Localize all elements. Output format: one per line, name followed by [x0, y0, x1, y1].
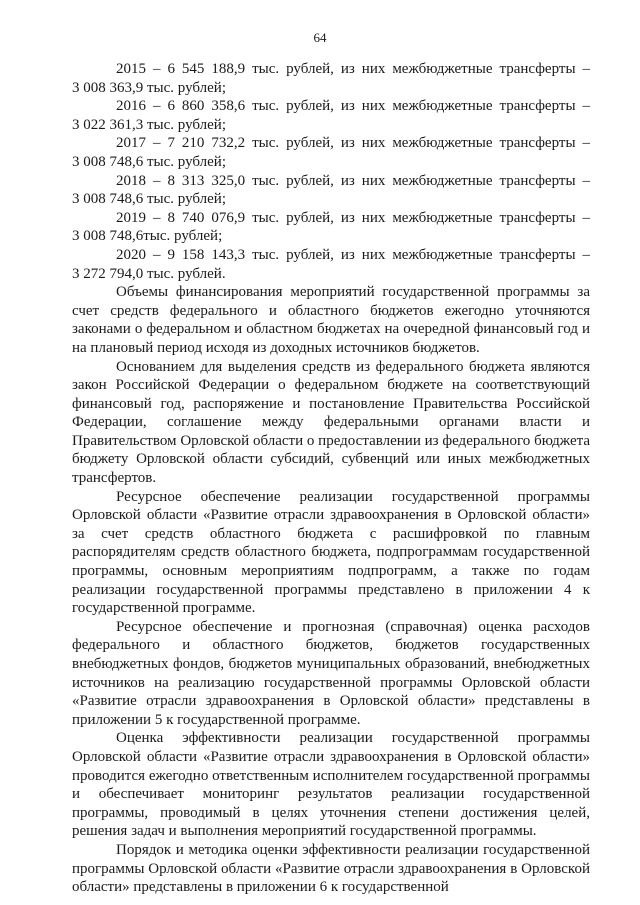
document-body [72, 60, 590, 897]
financing-amount-line: 3 008 748,6тыс. рублей; [72, 228, 223, 245]
financing-entry-2015 [72, 60, 590, 97]
financing-entry-2017 [72, 134, 590, 171]
financing-year-line: 2015 – 6 545 188,9 тыс. рублей, из них межбюджетные трансферты – [116, 61, 590, 77]
financing-year-line: 2016 – 6 860 358,6 тыс. рублей, из них межбюджетные трансферты – [116, 98, 590, 115]
financing-year-line: 2018 – 8 313 325,0 тыс. рублей, из них межбюджетные трансферты – [116, 172, 590, 189]
financing-year-line: 2019 – 8 740 076,9 тыс. рублей, из них межбюджетные трансферты – [116, 209, 590, 226]
financing-amount-line: 3 008 363,9 тыс. рублей; [72, 79, 226, 96]
paragraph-funding-volumes: Объемы финансирования мероприятий государственной программы за счет средств федерального и областного бюджетов ежегодно уточняются законами о федеральном и областном бюджетах на очередной финансовый год и на плановый период исходя из доходных источников бюджетов. [72, 284, 590, 356]
paragraph-forecast-estimate: Ресурсное обеспечение и прогнозная (справочная) оценка расходов федерального и областного бюджетов, бюджетов государственных внебюджетных фондов, бюджетов муниципальных образований, внебюджетных источников на реализацию государственной программы Орловской области «Развитие отрасли здравоохранения в Орловской области» представлены в приложении 5 к государственной программе. [72, 618, 590, 728]
financing-entry-2020 [72, 246, 590, 283]
financing-amount-line: 3 008 748,6 тыс. рублей; [72, 191, 226, 208]
financing-amount-line: 3 008 748,6 тыс. рублей; [72, 153, 226, 170]
financing-entry-2019 [72, 209, 590, 246]
financing-amount-line: 3 022 361,3 тыс. рублей; [72, 116, 226, 133]
financing-year-line: 2020 – 9 158 143,3 тыс. рублей, из них межбюджетные трансферты – [116, 246, 590, 263]
financing-year-line: 2017 – 7 210 732,2 тыс. рублей, из них межбюджетные трансферты – [116, 135, 590, 152]
financing-entry-2018 [72, 172, 590, 209]
page-number: 64 [313, 30, 327, 45]
paragraph-regional-resources: Ресурсное обеспечение реализации государственной программы Орловской области «Развитие отрасли здравоохранения в Орловской области» за счет средств областного бюджета с расшифровкой по главным распорядителям средств областного бюджета, подпрограммам государственной программы, основным мероприятиям подпрограмм, а также по годам реализации государственной программы представлено в приложении 4 к государственной программе. [72, 488, 590, 617]
paragraph-methodology: Порядок и методика оценки эффективности реализации государственной программы Орловской области «Развитие отрасли здравоохранения в Орловской области» представлены в приложении 6 к государственной [72, 841, 590, 896]
financing-amount-line: 3 272 794,0 тыс. рублей. [72, 265, 226, 282]
paragraph-federal-basis: Основанием для выделения средств из федерального бюджета являются закон Российской Федерации о федеральном бюджете на соответствующий финансовый год, распоряжение и постановление Правительства Российской Федерации, соглашение между федеральными органами власти и Правительством Орловской области о предоставлении из федерального бюджета бюджету Орловской области субсидий, субвенций или иных межбюджетных трансфертов. [72, 358, 590, 487]
financing-entry-2016 [72, 97, 590, 134]
paragraph-efficiency-assessment: Оценка эффективности реализации государственной программы Орловской области «Развитие отрасли здравоохранения в Орловской области» проводится ежегодно ответственным исполнителем государственной программы и обеспечивает мониторинг результатов реализации государственной программы, проводимый в целях уточнения степени достижения целей, решения задач и выполнения мероприятий государственной программы. [72, 730, 590, 840]
